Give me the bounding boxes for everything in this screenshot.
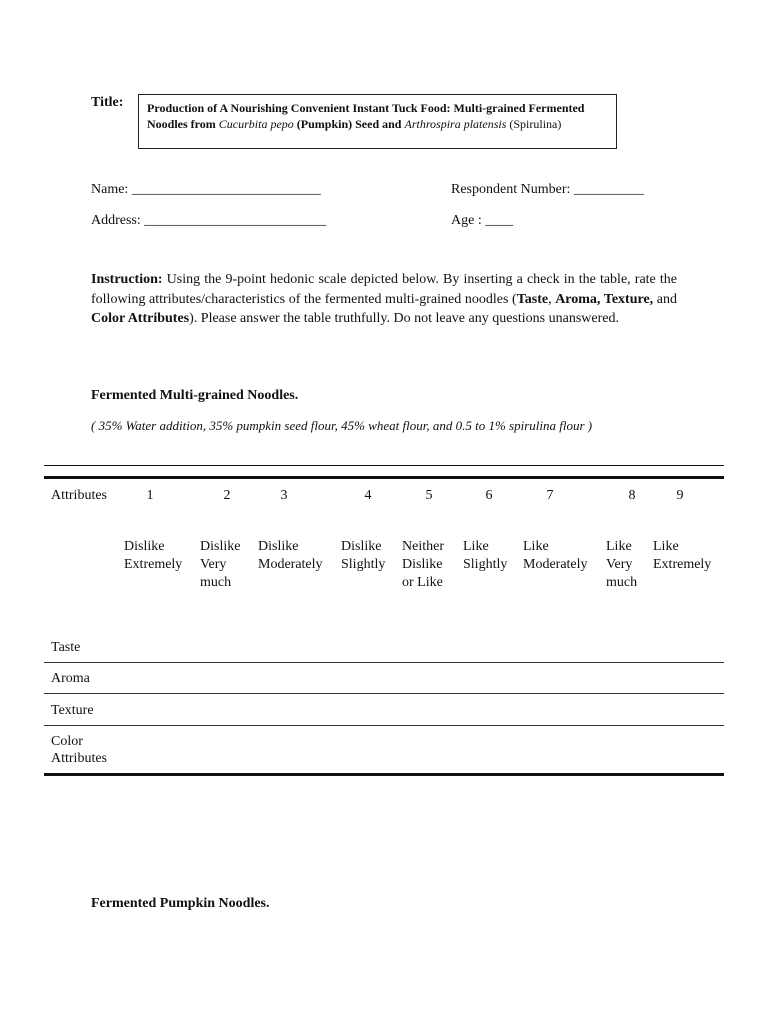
scale-label-line: Like: [606, 539, 632, 554]
row-texture: [51, 702, 94, 719]
scale-label-line: Like: [523, 539, 549, 554]
row-label: Color: [51, 734, 83, 749]
table-top-rule: [44, 465, 724, 466]
scale-label-like-slightly: [463, 538, 507, 574]
row-divider: [44, 693, 724, 694]
scale-number: 9: [676, 488, 684, 503]
title-text: Noodles from: [147, 117, 219, 131]
scale-label-line: Dislike: [341, 539, 382, 554]
scale-label-line: Neither: [402, 539, 444, 554]
scale-number: 8: [628, 488, 636, 503]
title-text: (Pumpkin) Seed and: [293, 117, 405, 131]
row-divider: [44, 725, 724, 726]
row-label: Taste: [51, 640, 81, 655]
scientific-name-spirulina: Arthrospira platensis: [404, 117, 507, 131]
title-box: [138, 94, 617, 149]
scale-label-line: Dislike: [402, 557, 443, 572]
row-label: Attributes: [51, 751, 107, 766]
scale-label-line: Extremely: [124, 557, 183, 572]
instruction-aroma-texture: Aroma, Texture,: [555, 291, 654, 307]
scale-label-dislike-very-much: [200, 538, 240, 592]
scale-number: 4: [364, 488, 372, 503]
table-header-rule: [44, 476, 724, 479]
scale-label-dislike-extremely: [124, 538, 182, 574]
attributes-header: Attributes: [51, 488, 107, 503]
scale-label-dislike-slightly: [341, 538, 385, 574]
scale-label-neither: [402, 538, 444, 592]
scale-label-line: much: [606, 575, 638, 590]
scale-label-line: Very: [606, 557, 633, 572]
scientific-name-pumpkin: Cucurbita pepo: [218, 117, 294, 131]
instruction-paragraph: [91, 270, 677, 329]
scale-label-line: or Like: [402, 575, 443, 590]
scale-label-dislike-moderately: [258, 538, 323, 574]
table-bottom-rule: [44, 773, 724, 776]
name-field[interactable]: Name: ___________________________: [91, 182, 321, 197]
row-divider: [44, 662, 724, 663]
scale-label-line: Dislike: [258, 539, 299, 554]
scale-label-like-very-much: [606, 538, 637, 592]
row-label: Aroma: [51, 671, 90, 686]
row-color-attributes: [51, 733, 107, 767]
age-field[interactable]: Age : ____: [451, 213, 514, 228]
instruction-label: Instruction:: [91, 272, 163, 287]
instruction-color: Color Attributes: [91, 311, 190, 326]
scale-label-line: Like: [463, 539, 489, 554]
row-label: Texture: [51, 703, 94, 718]
scale-number: 2: [223, 488, 231, 503]
section-title-multigrained: Fermented Multi-grained Noodles.: [91, 388, 299, 403]
row-aroma: [51, 670, 90, 687]
instruction-taste: Taste: [516, 291, 549, 307]
title-label: Title:: [91, 95, 124, 110]
scale-label-like-extremely: [653, 538, 711, 574]
scale-label-line: Slightly: [463, 557, 508, 572]
scale-number: 3: [280, 488, 288, 503]
formulation-note: ( 35% Water addition, 35% pumpkin seed flour, 45% wheat flour, and 0.5 to 1% spirulina flour ): [91, 418, 593, 433]
scale-label-line: Dislike: [124, 539, 165, 554]
row-taste: [51, 639, 80, 656]
scale-label-line: Slightly: [341, 557, 386, 572]
instruction-text: ). Please answer the table truthfully. Do not leave any questions unanswered.: [189, 311, 619, 326]
title-text: (Spirulina): [506, 117, 562, 131]
instruction-text: Using the 9-point hedonic scale depicted below. By inserting a check in the table, rate the following attributes/characteristics of the fermented multi-grained noodles (: [91, 272, 677, 307]
section-title-pumpkin: Fermented Pumpkin Noodles.: [91, 896, 270, 911]
scale-label-like-moderately: [523, 538, 588, 574]
title-line-2: [147, 116, 608, 132]
scale-number: 5: [425, 488, 433, 503]
address-field[interactable]: Address: __________________________: [91, 213, 327, 228]
instruction-text: and: [653, 291, 677, 307]
scale-label-line: Very: [200, 557, 227, 572]
scale-label-line: Moderately: [258, 557, 323, 572]
scale-label-line: Dislike: [200, 539, 241, 554]
scale-label-line: much: [200, 575, 232, 590]
instruction-text: ,: [548, 291, 556, 307]
scale-label-line: Extremely: [653, 557, 712, 572]
scale-number: 6: [485, 488, 493, 503]
respondent-number-field[interactable]: Respondent Number: __________: [451, 182, 644, 197]
scale-label-line: Like: [653, 539, 679, 554]
scale-label-line: Moderately: [523, 557, 588, 572]
scale-number: 1: [146, 488, 154, 503]
title-line-1: Production of A Nourishing Convenient Instant Tuck Food: Multi-grained Fermented: [147, 101, 585, 115]
scale-number: 7: [546, 488, 554, 503]
